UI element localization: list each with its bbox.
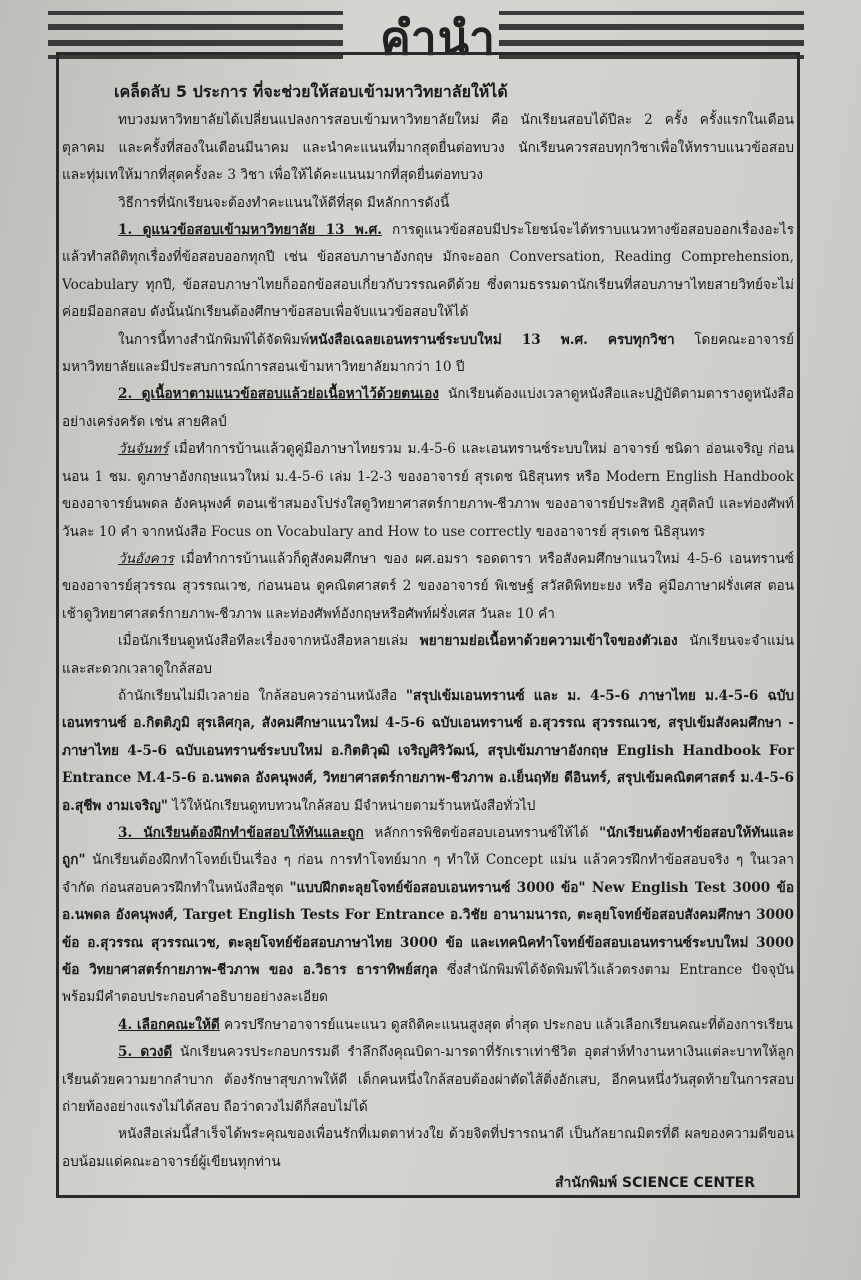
item-1-note-a: ในการนี้ทางสำนักพิมพ์ได้จัดพิมพ์	[118, 331, 310, 348]
summary-b: พยายามย่อเนื้อหาด้วยความเข้าใจของตัวเอง	[419, 633, 678, 650]
publisher-signature: สำนักพิมพ์ SCIENCE CENTER	[554, 1175, 755, 1191]
item-3-lead: 3. นักเรียนต้องฝึกทำข้อสอบให้ทันและถูก	[118, 824, 364, 841]
closing-paragraph: หนังสือเล่มนี้สำเร็จได้พระคุณของเพื่อนรักที่เมตตาห่วงใย ด้วยจิตที่ปรารถนาดี เป็นกัลยาณมิตรที่ดี ผลของความดีขอนอบน้อมแด่คณะอาจารย์ผู้เขียนทุกท่าน	[62, 1126, 794, 1170]
summary-paragraph	[62, 628, 794, 683]
monday-text: เมื่อทำการบ้านแล้วดูคู่มือภาษาไทยรวม ม.4-5-6 และเอนทรานซ์ระบบใหม่ อาจารย์ ชนิดา อ่อนเจริญ ก่อนนอน 1 ชม. ดูภาษาอังกฤษแนวใหม่ ม.4-5-6 เล่ม 1-2-3 ของอาจารย์ สุรเดช นิธิสุนทร หรือ Modern English Handbook ของอาจารย์นพดล อังคนุพงศ์ ตอนเช้าสมองโปร่งใสดูวิทยาศาสตร์กายภาพ-ชีวภาพ ของอาจารย์ประสิทธิ ภูสุติลป์ และท่องศัพท์วันละ 10 คำ จากหนังสือ Focus on Vocabulary and How to use correctly ของอาจารย์ สุรเดช นิธิสุนทร	[62, 441, 794, 540]
item-4-text: ควรปรึกษาอาจารย์แนะแนว ดูสถิติคะแนนสูงสุด ต่ำสุด ประกอบ แล้วเลือกเรียนคณะที่ต้องการเรียน	[219, 1016, 793, 1033]
books-paragraph	[62, 683, 794, 820]
item-4-lead: 4. เลือกคณะให้ดี	[118, 1016, 220, 1033]
item-3-text-e: ซึ่งสำนักพิมพ์ได้จัดพิมพ์ไว้แล้วตรงตาม Entrance ปัจจุบัน พร้อมมีคำตอบประกอบคำอธิบายอย่างละเอียด	[62, 962, 794, 1006]
item-1-note	[62, 327, 794, 382]
item-1-lead: 1. ดูแนวข้อสอบเข้ามหาวิทยาลัย 13 พ.ศ.	[118, 222, 382, 239]
item-5-lead: 5. ดวงดี	[118, 1044, 173, 1061]
item-3-text-a: หลักการพิชิตข้อสอบเอนทรานซ์ให้ได้	[363, 824, 600, 841]
item-3-text-c: นักเรียนต้องฝึกทำโจทย์เป็นเรื่อง ๆ ก่อน การทำโจทย์มาก ๆ ทำให้ Concept แม่น แล้วควรฝึกทำข้อสอบจริง ๆ ในเวลาจำกัด ก่อนสอบควรฝึกทำในหนังสือชุด	[62, 852, 794, 896]
intro-paragraph: ทบวงมหาวิทยาลัยได้เปลี่ยนแปลงการสอบเข้ามหาวิทยาลัยใหม่ คือ นักเรียนสอบได้ปีละ 2 ครั้ง ครั้งแรกในเดือนตุลาคม และครั้งที่สองในเดือนมีนาคม และนำคะแนนที่มากสุดยื่นต่อทบวง นักเรียนควรสอบทุกวิชาเพื่อให้ทราบแนวข้อสอบ และทุ่มเทให้มากที่สุดครั้งละ 3 วิชา เพื่อให้ได้คะแนนมากที่สุดยื่นต่อทบวง	[62, 112, 794, 184]
preface-body	[62, 78, 794, 1176]
section-heading: เคล็ดลับ 5 ประการ ที่จะช่วยให้สอบเข้ามหาวิทยาลัยให้ได้	[114, 82, 508, 101]
item-1-note-b: หนังสือเฉลยเอนทรานซ์ระบบใหม่ 13 พ.ศ. ครบทุกวิชา	[309, 331, 675, 348]
item-1-note-c: โดยคณะอาจารย์มหาวิทยาลัยและมีประสบการณ์การสอนเข้ามหาวิทยาลัยมากว่า 10 ปี	[62, 331, 794, 376]
item-5-text: นักเรียนควรประกอบกรรมดี รำลึกถึงคุณบิดา-มารดาที่รักเราเท่าชีวิต อุตส่าห์ทำงานหาเงินแต่ละบาทให้ลูกเรียนด้วยความยากลำบาก ต้องรักษาสุขภาพให้ดี เด็กคนหนึ่งใกล้สอบต้องผ่าตัดไส้ติ่งอักเสบ, อีกคนหนึ่งวันสุดท้ายในการสอบถ่ายท้องอย่างแรงไม่ได้สอบ ถือว่าดวงไม่ดีก็สอบไม่ได้	[62, 1044, 794, 1116]
books-c: ไว้ให้นักเรียนดูทบทวนใกล้สอบ มีจำหน่ายตามร้านหนังสือทั่วไป	[167, 797, 536, 814]
books-b: "สรุปเข้มเอนทรานซ์ และ ม. 4-5-6 ภาษาไทย ม.4-5-6 ฉบับเอนทรานซ์ อ.กิตติภูมิ สุรเลิศกุล, สังคมศึกษาแนวใหม่ 4-5-6 ฉบับเอนทรานซ์ อ.สุวรรณ สุวรรณเวช, สรุปเข้มสังคมศึกษา - ภาษาไทย 4-5-6 ฉบับเอนทรานซ์ระบบใหม่ อ.กิตติวุฒิ เจริญศิริวัฒน์, สรุปเข้มภาษาอังกฤษ English Handbook For Entrance M.4-5-6 อ.นพดล อังคนุพงศ์, วิทยาศาสตร์กายภาพ-ชีวภาพ อ.เย็นฤทัย ดีอินทร์, สรุปเข้มคณิตศาสตร์ ม.4-5-6 อ.สุชีพ งามเจริญ"	[62, 687, 794, 814]
schedule-monday	[62, 436, 794, 546]
summary-c: นักเรียนจะจำแม่นและสะดวกเวลาดูใกล้สอบ	[62, 633, 794, 677]
item-5	[62, 1039, 794, 1121]
tuesday-text: เมื่อทำการบ้านแล้วก็ดูสังคมศึกษา ของ ผศ.อมรา รอดดารา หรือสังคมศึกษาแนวใหม่ 4-5-6 เอนทรานซ์ของอาจารย์สุวรรณ สุวรรณเวช, ก่อนนอน ดูคณิตศาสตร์ 2 ของอาจารย์ พิเชษฐ์ สวัสดิพิทยะยง หรือ คู่มือภาษาฝรั่งเศส ตอนเช้าดูวิทยาศาสตร์กายภาพ-ชีวภาพ และท่องศัพท์อังกฤษหรือศัพท์ฝรั่งเศส วันละ 10 คำ	[62, 550, 794, 622]
item-3-text-d: "แบบฝึกตะลุยโจทย์ข้อสอบเอนทรานซ์ 3000 ข้อ" New English Test 3000 ข้อ อ.นพดล อังคนุพงศ์, Target English Tests For Entrance อ.วิชัย อานามนารถ, ตะลุยโจทย์ข้อสอบสังคมศึกษา 3000 ข้อ อ.สุวรรณ สุวรรณเวช, ตะลุยโจทย์ข้อสอบภาษาไทย 3000 ข้อ และเทคนิคทำโจทย์ข้อสอบเอนทรานซ์ระบบใหม่ 3000 ข้อ วิทยาศาสตร์กายภาพ-ชีวภาพ ของ อ.วิธาร ธาราทิพย์สกุล	[62, 879, 794, 978]
item-2	[62, 381, 794, 436]
method-paragraph: วิธีการที่นักเรียนจะต้องทำคะแนนให้ดีที่สุด มีหลักการดังนี้	[118, 194, 450, 211]
item-2-lead: 2. ดูเนื้อหาตามแนวข้อสอบแล้วย่อเนื้อหาไว้ด้วยตนเอง	[118, 386, 439, 403]
item-1-text: การดูแนวข้อสอบมีประโยชน์จะได้ทราบแนวทางข้อสอบออกเรื่องอะไร แล้วทำสถิติทุกเรื่องที่ข้อสอบออกทุกปี เช่น ข้อสอบภาษาอังกฤษ มักจะออก Conversation, Reading Comprehension, Vocabulary ทุกปี, ข้อสอบภาษาไทยก็ออกข้อสอบเกี่ยวกับวรรณคดีด้วย ซึ่งตามธรรมดานักเรียนที่สอบภาษาไทยสายวิทย์จะไม่ค่อยมีออกสอบ ดังนั้นนักเรียนต้องศึกษาข้อสอบเพื่อจับแนวข้อสอบให้ได้	[62, 222, 794, 321]
item-3	[62, 820, 794, 1012]
page-title: คำนำ	[380, 11, 496, 65]
schedule-tuesday	[62, 546, 794, 628]
books-a: ถ้านักเรียนไม่มีเวลาย่อ ใกล้สอบควรอ่านหนังสือ	[118, 687, 406, 704]
monday-label: วันจันทร์	[118, 441, 169, 458]
summary-a: เมื่อนักเรียนดูหนังสือทีละเรื่องจากหนังสือหลายเล่ม	[118, 633, 420, 650]
tuesday-label: วันอังคาร	[118, 550, 174, 567]
item-3-text-b: "นักเรียนต้องทำข้อสอบให้ทันและถูก"	[62, 824, 794, 869]
item-2-text: นักเรียนต้องแบ่งเวลาดูหนังสือและปฏิบัติตามตารางดูหนังสืออย่างเคร่งครัด เช่น สายศิลป์	[62, 386, 794, 430]
item-1	[62, 217, 794, 327]
item-4	[62, 1012, 794, 1039]
